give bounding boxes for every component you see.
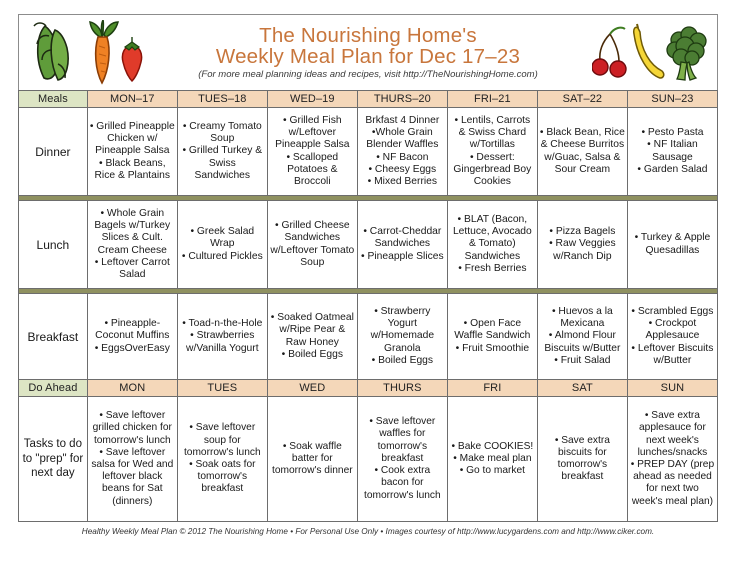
cell-line: • Bake COOKIES! bbox=[451, 440, 534, 452]
header-doahead-sun: SUN bbox=[627, 380, 717, 397]
cell-line: • Garden Salad bbox=[637, 163, 708, 175]
cell-dinner-sun bbox=[627, 108, 717, 196]
cell-line: • Almond Flour Biscuits w/Butter bbox=[544, 330, 621, 354]
cell-line: • Strawberry Yogurt w/Homemade Granola bbox=[370, 305, 435, 354]
cell-line: • Dessert: Gingerbread Boy Cookies bbox=[453, 151, 532, 187]
row-label-lunch: Lunch bbox=[19, 201, 88, 289]
cell-line: • Black Bean, Rice & Cheese Burritos w/Guac, Salsa & Sour Cream bbox=[539, 127, 625, 175]
header-doahead-mon: MON bbox=[87, 380, 177, 397]
pea-pod-icon bbox=[25, 20, 83, 86]
cell-lunch-mon bbox=[87, 201, 177, 289]
cell-line: • Go to market bbox=[459, 465, 525, 477]
cell-line: • Grilled Pineapple Chicken w/ Pineapple Salsa bbox=[89, 120, 175, 157]
meal-plan-table bbox=[18, 90, 718, 522]
cell-dinner-mon bbox=[87, 108, 177, 196]
cell-line: • PREP DAY (prep ahead as needed for next two week's meal plan) bbox=[630, 459, 715, 507]
cell-breakfast-sat bbox=[537, 294, 627, 380]
cell-line: • NF Bacon bbox=[376, 151, 429, 163]
table-row-tasks bbox=[19, 397, 718, 522]
header-day-mon: MON–17 bbox=[87, 91, 177, 108]
cell-breakfast-fri bbox=[447, 294, 537, 380]
cell-lunch-sun bbox=[627, 201, 717, 289]
cell-breakfast-wed bbox=[267, 294, 357, 380]
cell-tasks-sun bbox=[627, 397, 717, 522]
cell-breakfast-mon bbox=[87, 294, 177, 380]
cell-line: • Lentils, Carrots & Swiss Chard w/Tortillas bbox=[454, 114, 531, 151]
header-doahead-tues: TUES bbox=[177, 380, 267, 397]
cell-line: • Pizza Bagels bbox=[549, 226, 616, 238]
cell-line: • Save leftover salsa for Wed and leftover black beans for Sat (dinners) bbox=[91, 446, 174, 507]
cell-line: • Black Beans, Rice & Plantains bbox=[94, 157, 171, 181]
row-label-breakfast: Breakfast bbox=[19, 294, 88, 380]
table-row-lunch bbox=[19, 201, 718, 289]
cell-tasks-thurs bbox=[357, 397, 447, 522]
cell-line: • Pineapple-Coconut Muffins bbox=[95, 318, 170, 342]
cell-lunch-thurs bbox=[357, 201, 447, 289]
cell-tasks-fri bbox=[447, 397, 537, 522]
cell-line: Brkfast 4 Dinner bbox=[365, 114, 440, 126]
cell-line: • Save extra biscuits for tomorrow's breakfast bbox=[554, 434, 610, 483]
cell-line: • Raw Veggies w/Ranch Dip bbox=[549, 238, 616, 262]
cell-line: • Save leftover waffles for tomorrow's breakfast bbox=[369, 416, 436, 464]
cell-line: • Fruit Salad bbox=[554, 354, 611, 366]
cell-line: • NF Italian Sausage bbox=[647, 139, 698, 163]
banana-icon bbox=[626, 20, 666, 86]
header-meals: Meals bbox=[19, 91, 88, 108]
cell-breakfast-sun bbox=[627, 294, 717, 380]
cell-line: • Fresh Berries bbox=[458, 262, 527, 274]
decor-right-group bbox=[592, 15, 711, 91]
cell-line: • Boiled Eggs bbox=[371, 354, 434, 366]
header-day-wed: WED–19 bbox=[267, 91, 357, 108]
cell-line: • Fruit Smoothie bbox=[455, 342, 530, 354]
cell-dinner-wed bbox=[267, 108, 357, 196]
header-day-thurs: THURS–20 bbox=[357, 91, 447, 108]
cell-line: • Creamy Tomato Soup bbox=[182, 120, 262, 145]
cell-line: • Soaked Oatmeal w/Ripe Pear & Raw Honey bbox=[270, 312, 354, 348]
cell-line: • Greek Salad Wrap bbox=[190, 226, 255, 250]
cell-line: • Cook extra bacon for tomorrow's lunch bbox=[363, 465, 441, 501]
row-label-tasks: Tasks to do to "prep" for next day bbox=[19, 397, 88, 522]
cell-tasks-mon bbox=[87, 397, 177, 522]
cell-line: • Leftover Carrot Salad bbox=[94, 256, 170, 280]
page-subtitle: (For more meal planning ideas and recipes, visit http://TheNourishingHome.com) bbox=[198, 69, 538, 81]
cell-line: • Soak waffle batter for tomorrow's dinner bbox=[271, 440, 353, 477]
cell-line: • Whole Grain Bagels w/Turkey Slices & Cult. Cream Cheese bbox=[94, 207, 171, 256]
page-title-line-1: The Nourishing Home's bbox=[259, 23, 477, 47]
cell-line: • Grilled Cheese Sandwiches w/Leftover Tomato Soup bbox=[270, 220, 355, 268]
cell-line: • Soak oats for tomorrow's breakfast bbox=[189, 459, 256, 495]
cell-line: • Save extra applesauce for next week's lunches/snacks bbox=[637, 410, 708, 458]
cell-line: • EggsOverEasy bbox=[94, 342, 170, 354]
header-doahead-wed: WED bbox=[267, 380, 357, 397]
cell-line: • Grilled Turkey & Swiss Sandwiches bbox=[182, 145, 263, 181]
table-row-breakfast bbox=[19, 294, 718, 380]
cell-dinner-sat bbox=[537, 108, 627, 196]
cell-line: • BLAT (Bacon, Lettuce, Avocado & Tomato) Sandwiches bbox=[452, 213, 532, 262]
cell-line: • Boiled Eggs bbox=[281, 348, 344, 360]
cell-line: • Scalloped Potatoes & Broccoli bbox=[286, 151, 339, 187]
cell-tasks-wed bbox=[267, 397, 357, 522]
table-header-row bbox=[19, 91, 718, 108]
cell-line: • Pineapple Slices bbox=[361, 250, 444, 262]
cell-breakfast-tues bbox=[177, 294, 267, 380]
cell-line: • Mixed Berries bbox=[367, 176, 438, 187]
cell-line: • Open Face Waffle Sandwich bbox=[454, 318, 531, 342]
header-banner bbox=[18, 14, 718, 90]
cell-line: • Toad-n-the-Hole bbox=[182, 318, 263, 330]
cell-line: • Strawberries w/Vanilla Yogurt bbox=[186, 330, 259, 354]
cell-dinner-tues bbox=[177, 108, 267, 196]
cell-lunch-sat bbox=[537, 201, 627, 289]
cell-dinner-thurs bbox=[357, 108, 447, 196]
carrot-icon bbox=[81, 20, 123, 86]
cell-line: • Pesto Pasta bbox=[641, 127, 704, 138]
cell-line: •Whole Grain Blender Waffles bbox=[366, 127, 439, 151]
cell-line: • Save leftover grilled chicken for tomorrow's lunch bbox=[92, 410, 172, 446]
cell-line: • Crockpot Applesauce bbox=[645, 318, 700, 342]
cell-line: • Huevos a la Mexicana bbox=[551, 305, 613, 330]
row-label-dinner: Dinner bbox=[19, 108, 88, 196]
cherries-icon bbox=[592, 20, 628, 86]
table-header-row-do-ahead bbox=[19, 380, 718, 397]
header-day-sat: SAT–22 bbox=[537, 91, 627, 108]
header-day-tues: TUES–18 bbox=[177, 91, 267, 108]
header-doahead-fri: FRI bbox=[447, 380, 537, 397]
header-day-sun: SUN–23 bbox=[627, 91, 717, 108]
table-row-dinner bbox=[19, 108, 718, 196]
cell-line: • Scrambled Eggs bbox=[631, 305, 714, 317]
header-day-fri: FRI–21 bbox=[447, 91, 537, 108]
page-title-line-2: Weekly Meal Plan for Dec 17–23 bbox=[215, 45, 521, 69]
cell-tasks-sat bbox=[537, 397, 627, 522]
cell-lunch-wed bbox=[267, 201, 357, 289]
cell-line: • Carrot-Cheddar Sandwiches bbox=[363, 226, 442, 250]
cell-lunch-fri bbox=[447, 201, 537, 289]
footer-text: Healthy Weekly Meal Plan © 2012 The Nourishing Home • For Personal Use Only • Images courtesy of http://www.lucygardens.com and http://www.ciker.com. bbox=[81, 527, 655, 536]
cell-line: • Make meal plan bbox=[453, 452, 532, 464]
cell-line: • Cultured Pickles bbox=[181, 250, 263, 262]
cell-lunch-tues bbox=[177, 201, 267, 289]
decor-left-group bbox=[25, 15, 145, 91]
cell-dinner-fri bbox=[447, 108, 537, 196]
strawberry-icon bbox=[119, 20, 145, 86]
table-body bbox=[19, 91, 718, 522]
header-doahead-thurs: THURS bbox=[357, 380, 447, 397]
cell-breakfast-thurs bbox=[357, 294, 447, 380]
cell-line: • Turkey & Apple Quesadillas bbox=[634, 232, 711, 256]
cell-tasks-tues bbox=[177, 397, 267, 522]
broccoli-icon bbox=[663, 20, 711, 86]
cell-line: • Leftover Biscuits w/Butter bbox=[631, 342, 714, 366]
cell-line: • Save leftover soup for tomorrow's lunch bbox=[183, 422, 261, 458]
header-do-ahead: Do Ahead bbox=[19, 380, 88, 397]
cell-line: • Cheesy Eggs bbox=[368, 163, 437, 175]
header-doahead-sat: SAT bbox=[537, 380, 627, 397]
cell-line: • Grilled Fish w/Leftover Pineapple Salsa bbox=[275, 114, 350, 151]
title-block bbox=[198, 25, 538, 81]
